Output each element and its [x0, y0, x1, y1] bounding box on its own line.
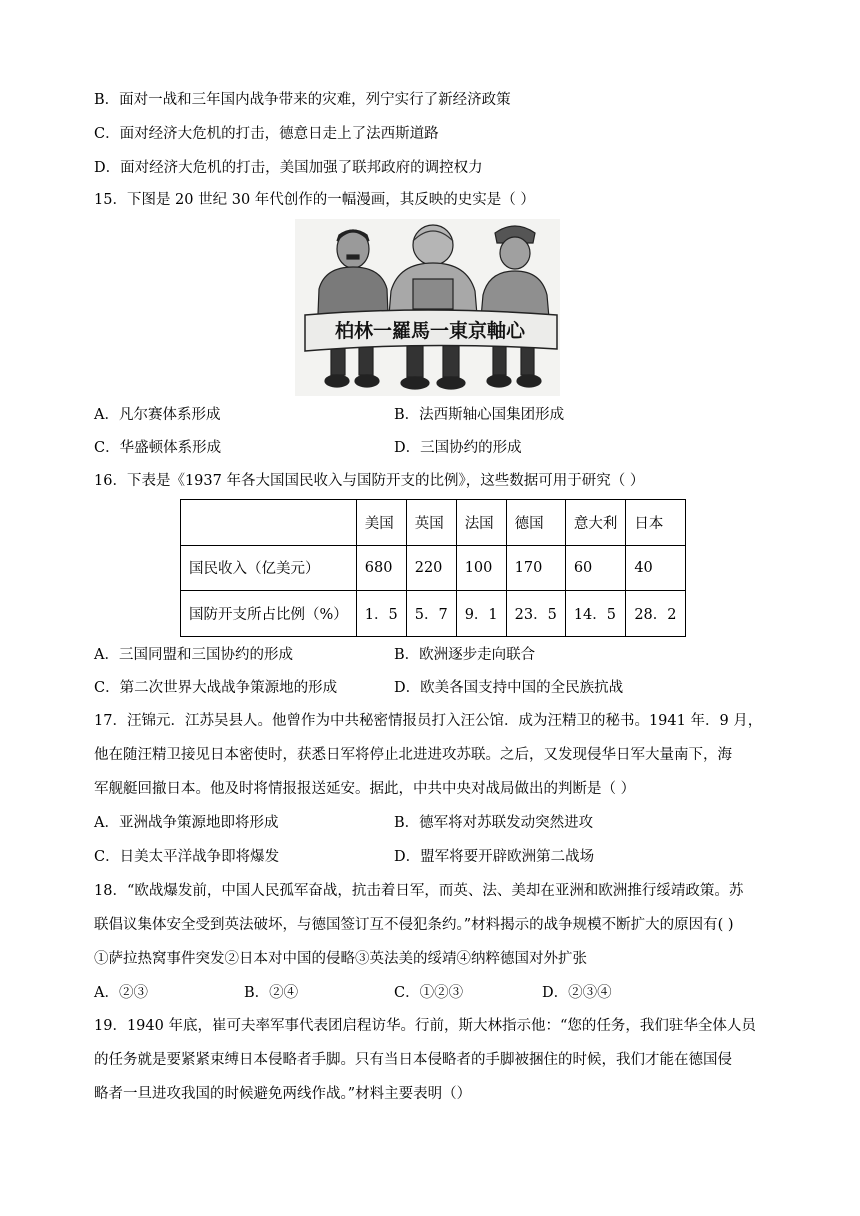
table-cell: 5．7	[406, 591, 456, 637]
table-row	[181, 545, 686, 591]
q17-option-c: C．日美太平洋战争即将爆发	[94, 849, 280, 865]
q19-stem-line-2: 的任务就是要紧紧束缚日本侵略者手脚。只有当日本侵略者的手脚被捆住的时候，我们才能在德国侵	[94, 1052, 732, 1068]
q16-option-d: D．欧美各国支持中国的全民族抗战	[394, 680, 624, 696]
table-cell: 40	[626, 545, 685, 591]
table-cell: 680	[356, 545, 406, 591]
table-header-cell: 日本	[626, 500, 685, 546]
table-cell: 100	[456, 545, 506, 591]
table-cell: 28．2	[626, 591, 685, 637]
q16-stem: 16．下表是《1937 年各大国国民收入与国防开支的比例》，这些数据可用于研究（ ）	[94, 473, 645, 489]
q18-option-b: B．②④	[244, 985, 299, 1001]
axis-cartoon-image	[295, 219, 560, 396]
q19-stem-line-1: 19．1940 年底，崔可夫率军事代表团启程访华。行前，斯大林指示他：“您的任务，我们驻华全体人员	[94, 1018, 756, 1034]
table-cell	[181, 500, 357, 546]
q18-stem-line-1: 18．“欧战爆发前，中国人民孤军奋战，抗击着日军，而英、法、美却在亚洲和欧洲推行绥靖政策。苏	[94, 883, 744, 899]
q15-option-d: D．三国协约的形成	[394, 440, 522, 456]
table-cell: 23．5	[506, 591, 565, 637]
q15-stem: 15．下图是 20 世纪 30 年代创作的一幅漫画，其反映的史实是（ ）	[94, 192, 535, 208]
table-cell: 1．5	[356, 591, 406, 637]
q15-option-a: A．凡尔赛体系形成	[94, 407, 221, 423]
cartoon-banner-text: 柏林一羅馬一東京軸心	[335, 320, 526, 342]
q18-stem-line-2: 联倡议集体安全受到英法破坏，与德国签订互不侵犯条约。”材料揭示的战争规模不断扩大的原因有( )	[94, 917, 734, 933]
q17-stem-line-1: 17．汪锦元．江苏吴县人。他曾作为中共秘密情报员打入汪公馆．成为汪精卫的秘书。1941 年．9 月，	[94, 713, 763, 729]
table-cell: 220	[406, 545, 456, 591]
table-cell: 9．1	[456, 591, 506, 637]
q17-stem-line-2: 他在随汪精卫接见日本密使时，获悉日军将停止北进进攻苏联。之后，又发现侵华日军大量南下，海	[94, 747, 732, 763]
table-header-row	[181, 500, 686, 546]
q18-option-d: D．②③④	[542, 985, 612, 1001]
table-row	[181, 591, 686, 637]
q16-option-c: C．第二次世界大战战争策源地的形成	[94, 680, 338, 696]
q16-option-b: B．欧洲逐步走向联合	[394, 647, 536, 663]
table-header-cell: 意大利	[565, 500, 626, 546]
q17-stem-line-3: 军舰艇回撤日本。他及时将情报报送延安。据此，中共中央对战局做出的判断是（ ）	[94, 781, 636, 797]
q15-option-c: C．华盛顿体系形成	[94, 440, 222, 456]
table-header-cell: 德国	[506, 500, 565, 546]
q16-option-a: A．三国同盟和三国协约的形成	[94, 647, 293, 663]
defense-spending-table	[180, 499, 686, 637]
q14-option-d: D．面对经济大危机的打击，美国加强了联邦政府的调控权力	[94, 160, 483, 176]
table-header-cell: 美国	[356, 500, 406, 546]
table-header-cell: 法国	[456, 500, 506, 546]
table-row-label: 国民收入（亿美元）	[181, 545, 357, 591]
q17-option-d: D．盟军将要开辟欧洲第二战场	[394, 849, 595, 865]
q19-stem-line-3: 略者一旦进攻我国的时候避免两线作战。”材料主要表明（）	[94, 1086, 472, 1102]
q17-option-a: A．亚洲战争策源地即将形成	[94, 815, 279, 831]
q17-option-b: B．德军将对苏联发动突然进攻	[394, 815, 594, 831]
q14-option-b: B．面对一战和三年国内战争带来的灾难，列宁实行了新经济政策	[94, 92, 511, 108]
table-header-cell: 英国	[406, 500, 456, 546]
table-row-label: 国防开支所占比例（%）	[181, 591, 357, 637]
q18-option-c: C．①②③	[394, 985, 464, 1001]
q18-option-a: A．②③	[94, 985, 148, 1001]
q14-option-c: C．面对经济大危机的打击，德意日走上了法西斯道路	[94, 126, 439, 142]
table-cell: 14．5	[565, 591, 626, 637]
q15-option-b: B．法西斯轴心国集团形成	[394, 407, 565, 423]
table-cell: 60	[565, 545, 626, 591]
q18-stem-line-3: ①萨拉热窝事件突发②日本对中国的侵略③英法美的绥靖④纳粹德国对外扩张	[94, 951, 587, 967]
table-cell: 170	[506, 545, 565, 591]
